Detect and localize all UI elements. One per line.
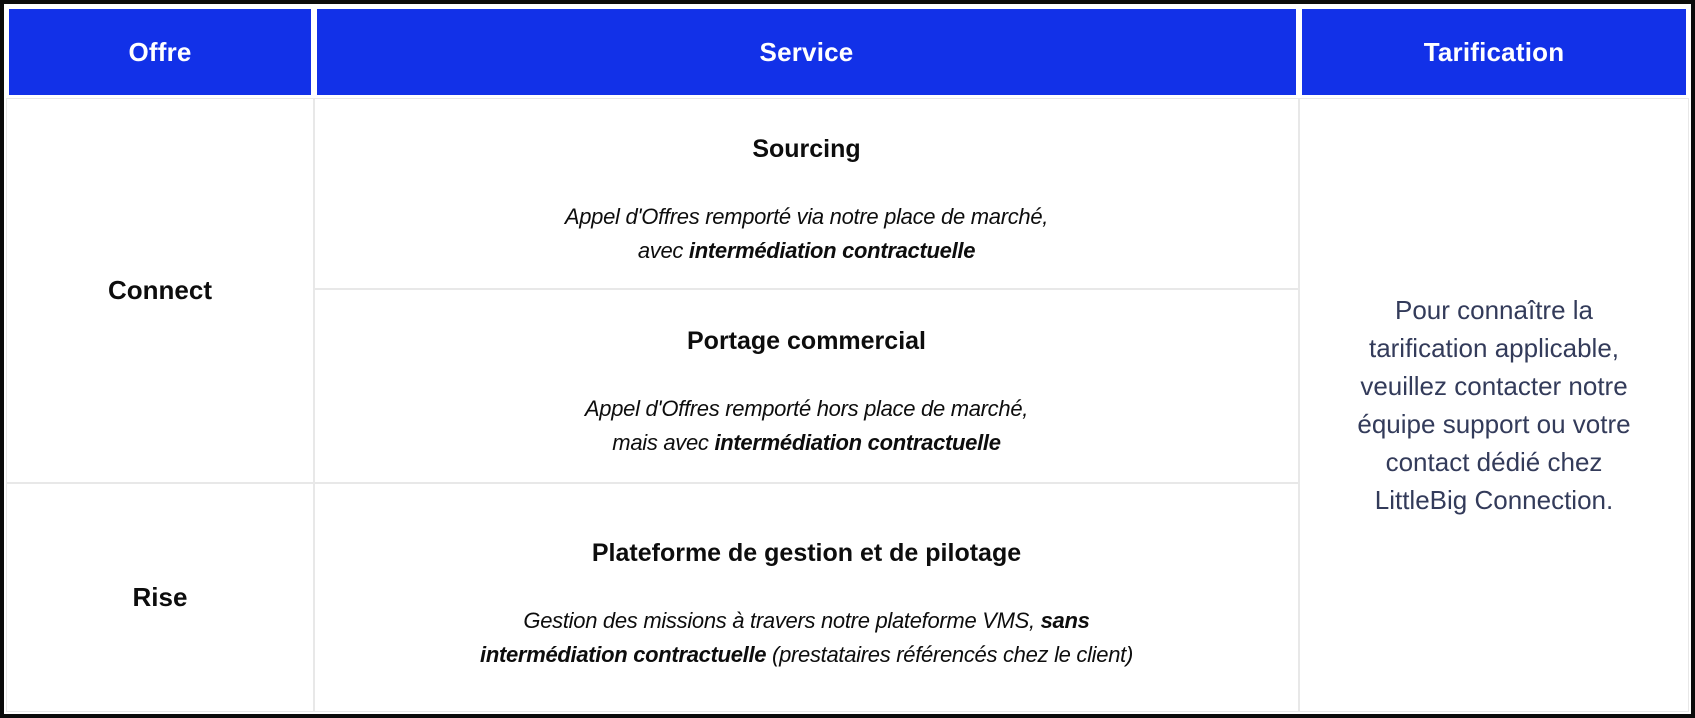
column-header-service: Service	[314, 6, 1299, 98]
offer-cell-rise	[6, 483, 314, 712]
service-description	[585, 392, 1028, 460]
offer-cell-connect	[6, 98, 314, 483]
column-header-tarification: Tarification	[1299, 6, 1689, 98]
column-header-offre: Offre	[6, 6, 314, 98]
service-description	[480, 604, 1133, 672]
service-description-line: intermédiation contractuelle (prestataires référencés chez le client)	[480, 641, 1133, 667]
service-description-line: Gestion des missions à travers notre plateforme VMS, sans	[523, 607, 1090, 633]
offer-label-rise: Rise	[132, 582, 188, 612]
pricing-cell	[1299, 98, 1689, 712]
table-grid	[6, 6, 1689, 712]
service-title: Sourcing	[752, 134, 861, 163]
service-description-line: mais avec intermédiation contractuelle	[612, 430, 1001, 455]
service-title: Plateforme de gestion et de pilotage	[591, 538, 1022, 567]
offer-label-connect: Connect	[108, 275, 212, 305]
service-title: Portage commercial	[687, 327, 926, 355]
service-cell-portage-commercial	[314, 289, 1299, 483]
pricing-note: Pour connaître la tarification applicable, veuillez contacter notre équipe support ou votre contact dédié chez LittleBig Connection.	[1357, 295, 1631, 515]
service-description-line: avec intermédiation contractuelle	[637, 237, 976, 263]
service-description-line: Appel d'Offres remporté via notre place de marché,	[564, 203, 1049, 229]
service-description	[565, 200, 1048, 268]
service-cell-plateforme	[314, 483, 1299, 712]
service-cell-sourcing	[314, 98, 1299, 289]
service-description-line: Appel d'Offres remporté hors place de marché,	[584, 396, 1029, 421]
